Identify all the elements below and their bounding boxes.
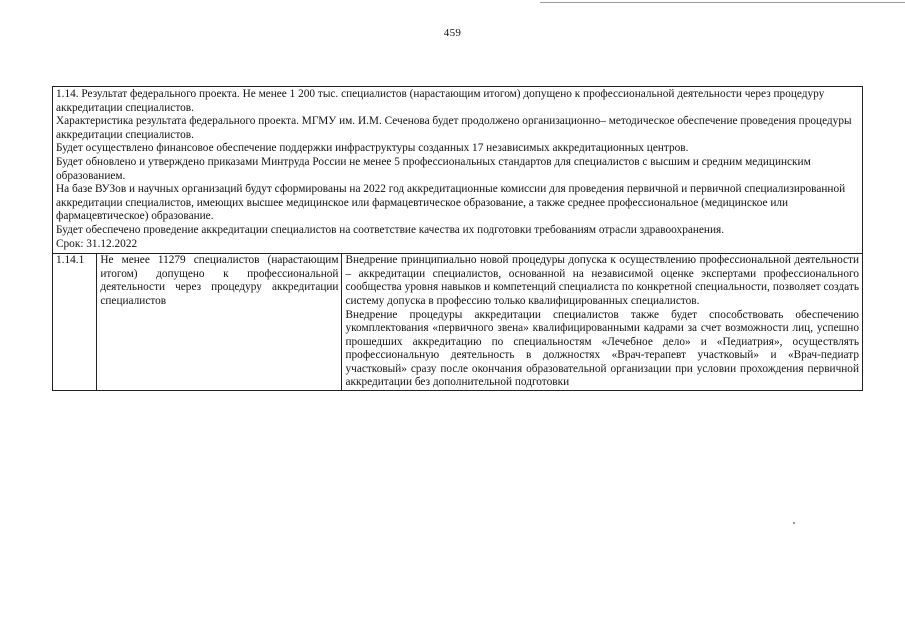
result-deadline: Срок: 31.12.2022	[56, 237, 138, 250]
result-characteristic: Характеристика результата федерального проекта. МГМУ им. И.М. Сеченова будет продолжено организационно– методическое обеспечение проведения процедуры аккредитации специалистов.	[56, 115, 852, 141]
result-quality: Будет обеспечено проведение аккредитации специалистов на соответствие качества их подготовки требованиям отрасли здравоохранения.	[56, 223, 725, 236]
result-title: 1.14. Результат федерального проекта. Не менее 1 200 тыс. специалистов (нарастающим итогом) допущено к профессиональной деятельности через процедуру аккредитации специалистов.	[56, 88, 825, 114]
row-description: Не менее 11279 специалистов (нарастающим итогом) допущено к профессиональной деятельности через процедуру аккредитации специалистов	[100, 254, 339, 307]
result-financing: Будет осуществлено финансовое обеспечение поддержки инфраструктуры созданных 17 независимых аккредитационных центров.	[56, 142, 689, 155]
row-text-cell	[342, 254, 863, 391]
measures-table	[52, 86, 863, 391]
scan-speck	[793, 522, 795, 524]
row-text-paragraph-1: Внедрение принципиально новой процедуры допуска к осуществлению профессиональной деятельности – аккредитации специалистов, основанной на независимой оценке экспертами профессионального сообщества уровня навыков и компетенций специалиста по конкретной специальности, позволяет создать систему допуска в профессию только квалифицированных специалистов.	[345, 254, 859, 307]
row-description-cell	[97, 254, 342, 391]
table-row	[53, 254, 863, 391]
top-edge-line	[540, 2, 905, 3]
result-commissions: На базе ВУЗов и научных организаций будут сформированы на 2022 год аккредитационные комиссии для проведения первичной и первичной специализированной аккредитации специалистов, имеющих высшее медицинское или фармацевтическое образование, а также среднее профессиональное (медицинское или фармацевтическое) образование.	[56, 183, 846, 223]
row-text-paragraph-2: Внедрение процедуры аккредитации специалистов также будет способствовать обеспечению укомплектования «первичного звена» квалифицированными кадрами за счет возможности лиц, успешно прошедших аккредитацию по специальностям «Лечебное дело» и «Педиатрия», осуществлять профессиональную деятельность в должностях «Врач-терапевт участковый» и «Врач-педиатр участковый» сразу после окончания образовательной организации при условии прохождения первичной аккредитации без дополнительной подготовки	[345, 308, 859, 389]
result-standards: Будет обновлено и утверждено приказами Минтруда России не менее 5 профессиональных стандартов для специалистов с высшим и средним медицинским образованием.	[56, 155, 811, 182]
page-number: 459	[443, 27, 462, 39]
summary-row	[53, 87, 863, 254]
row-number: 1.14.1	[53, 254, 97, 391]
result-summary-cell	[53, 87, 863, 254]
